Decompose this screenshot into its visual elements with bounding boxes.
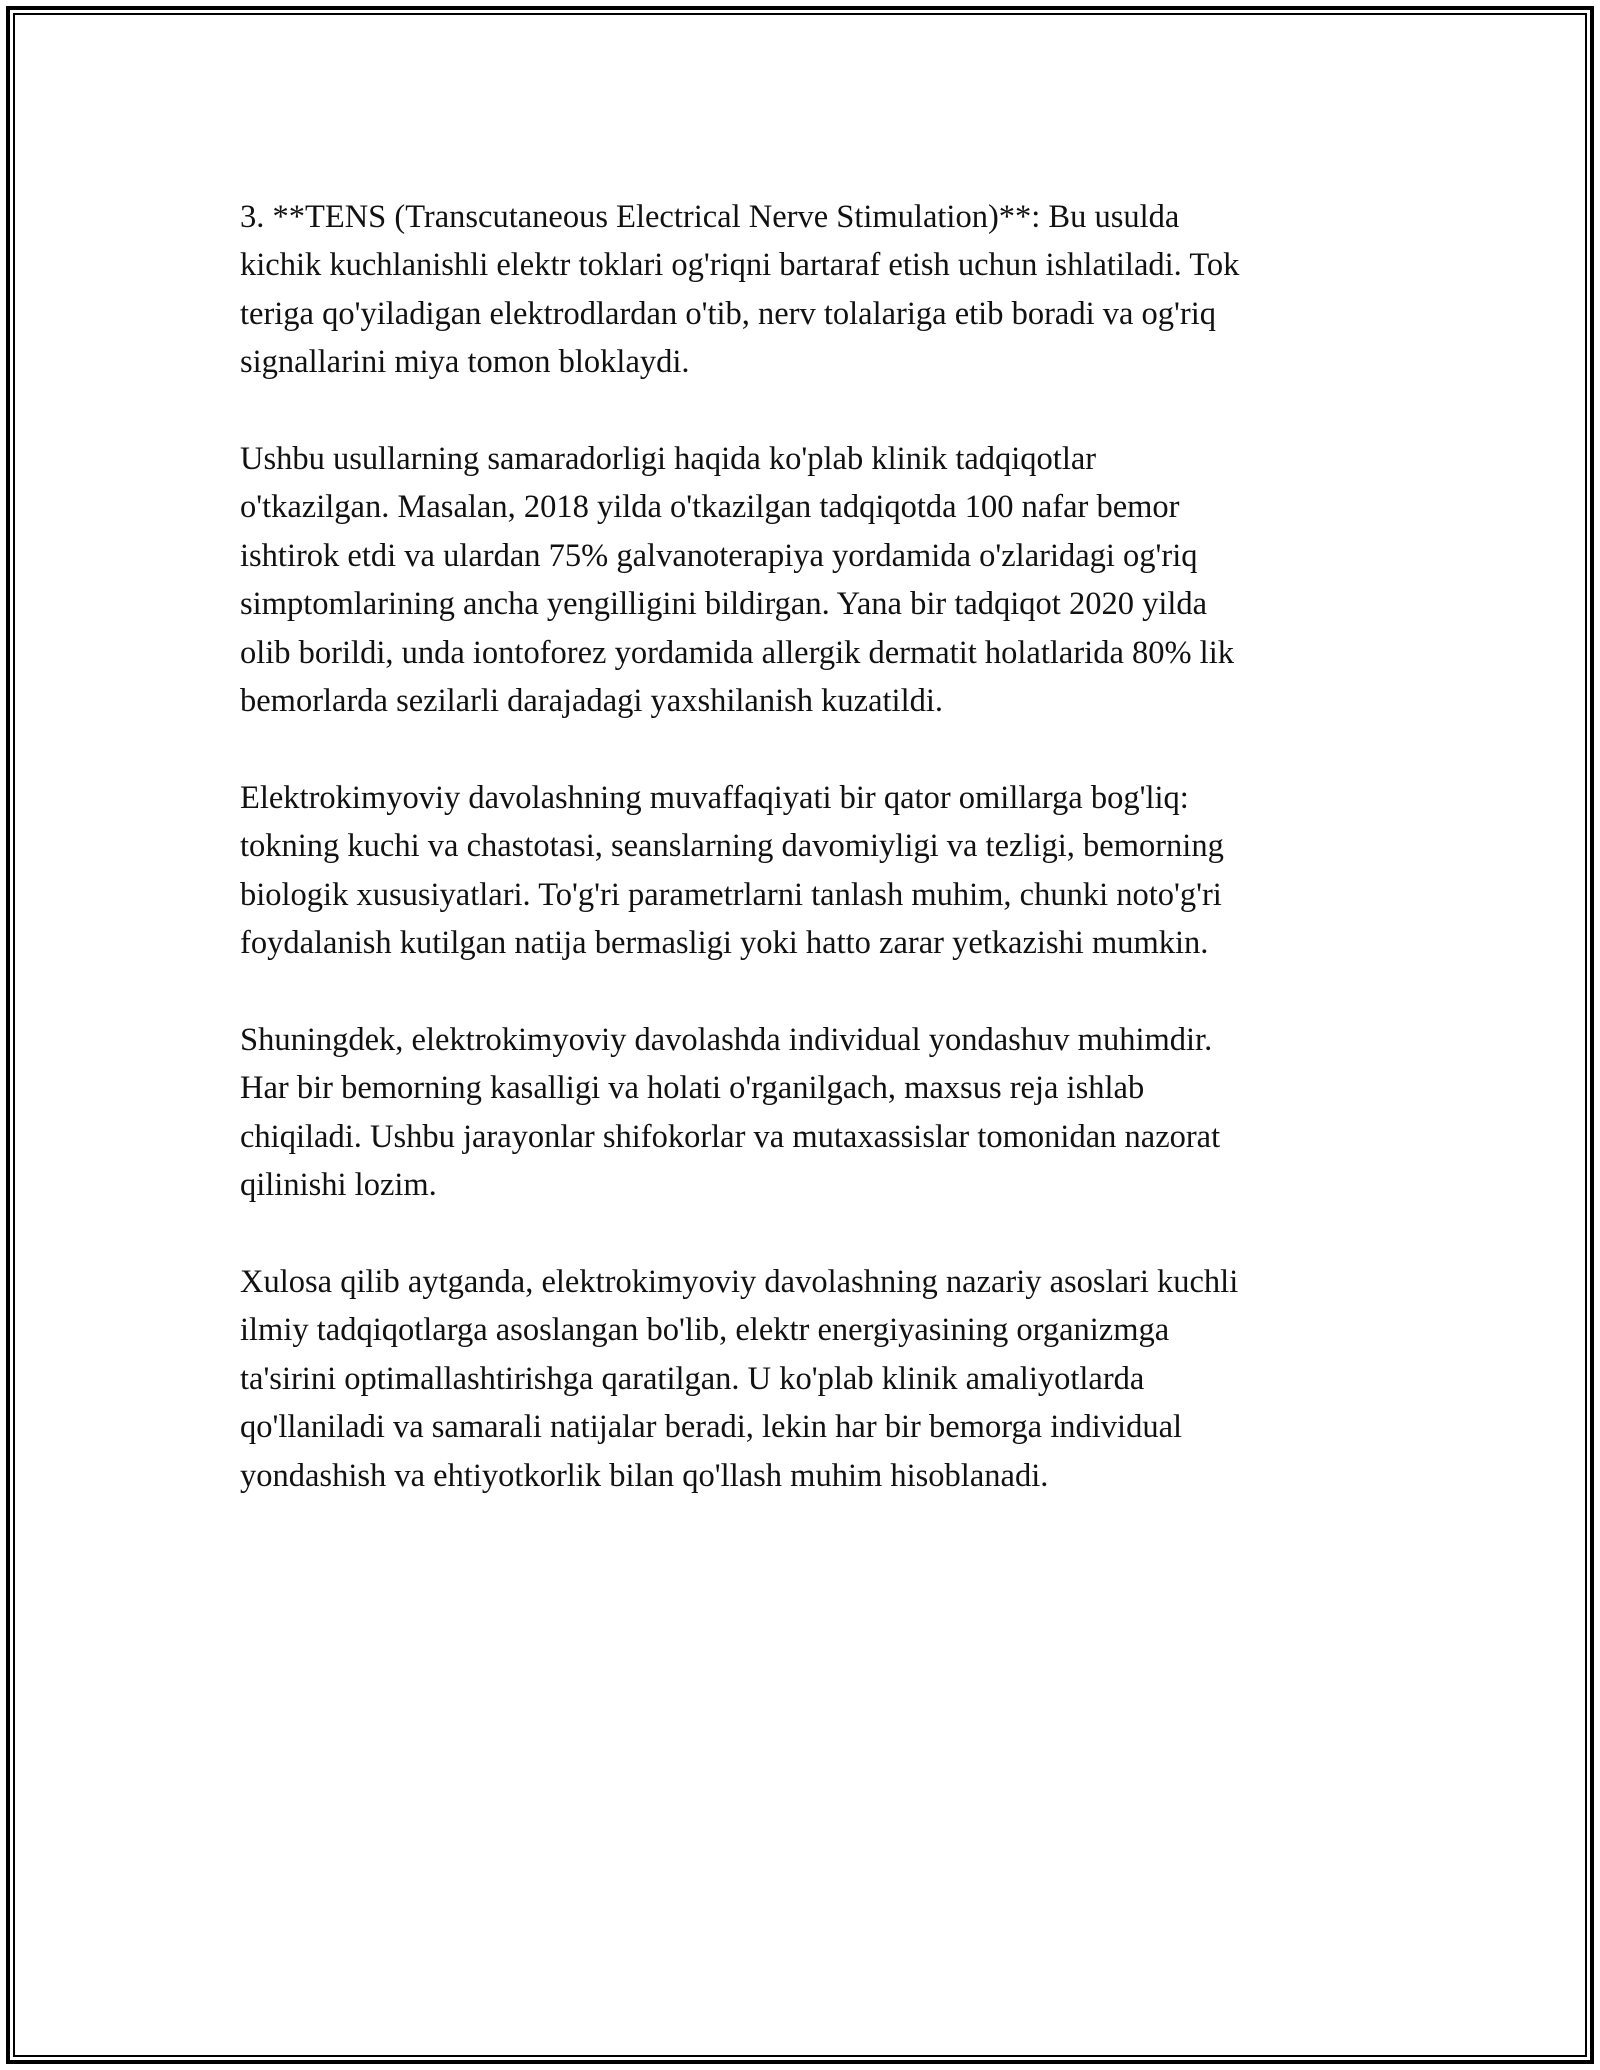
paragraph-conclusion (240, 1258, 1420, 1500)
text-line: ilmiy tadqiqotlarga asoslangan bo'lib, elektr energiyasining organizmga (240, 1312, 1170, 1349)
text-line: Elektrokimyoviy davolashning muvaffaqiyati bir qator omillarga bog'liq: (240, 779, 1189, 816)
text-line: biologik xususiyatlari. To'g'ri parametrlarni tanlash muhim, chunki noto'g'ri (240, 876, 1222, 913)
text-line: 3. **TENS (Transcutaneous Electrical Nerve Stimulation)**: Bu usulda (240, 199, 1180, 235)
text-line: o'tkazilgan. Masalan, 2018 yilda o'tkazilgan tadqiqotda 100 nafar bemor (240, 489, 1180, 526)
text-line: tokning kuchi va chastotasi, seanslarning davomiyligi va tezligi, bemorning (240, 828, 1224, 865)
text-line: foydalanish kutilgan natija bermasligi yoki hatto zarar yetkazishi mumkin. (240, 925, 1209, 962)
text-line: simptomlarining ancha yengilligini bildirgan. Yana bir tadqiqot 2020 yilda (240, 586, 1208, 623)
text-line: bemorlarda sezilarli darajadagi yaxshilanish kuzatildi. (240, 683, 944, 720)
text-line: Shuningdek, elektrokimyoviy davolashda individual yondashuv muhimdir. (240, 1021, 1213, 1058)
text-line: olib borildi, unda iontoforez yordamida allergik dermatit holatlarida 80% lik (240, 634, 1234, 671)
text-line: kichik kuchlanishli elektr toklari og'riqni bartaraf etish uchun ishlatiladi. Tok (240, 247, 1240, 284)
paragraph-success-factors (240, 774, 1420, 968)
text-line: ta'sirini optimallashtirishga qaratilgan. U ko'plab klinik amaliyotlarda (240, 1360, 1145, 1397)
text-line: yondashish va ehtiyotkorlik bilan qo'llash muhim hisoblanadi. (240, 1457, 1049, 1494)
text-line: Har bir bemorning kasalligi va holati o'rganilgach, maxsus reja ishlab (240, 1070, 1145, 1107)
text-line: chiqiladi. Ushbu jarayonlar shifokorlar va mutaxassislar tomonidan nazorat (240, 1118, 1221, 1155)
text-line: qo'llaniladi va samarali natijalar beradi, lekin har bir bemorga individual (240, 1409, 1183, 1446)
document-page (6, 6, 1594, 2064)
text-line: qilinishi lozim. (240, 1167, 437, 1204)
text-line: Ushbu usullarning samaradorligi haqida ko'plab klinik tadqiqotlar (240, 441, 1097, 478)
paragraph-tens (240, 193, 1420, 387)
paragraph-clinical-studies (240, 435, 1420, 725)
text-line: signallarini miya tomon bloklaydi. (240, 344, 690, 381)
text-line: ishtirok etdi va ulardan 75% galvanoterapiya yordamida o'zlaridagi og'riq (240, 537, 1198, 574)
paragraph-individual-approach (240, 1016, 1420, 1210)
text-line: teriga qo'yiladigan elektrodlardan o'tib, nerv tolalariga etib boradi va og'riq (240, 295, 1216, 332)
document-body (240, 193, 1420, 1548)
text-line: Xulosa qilib aytganda, elektrokimyoviy davolashning nazariy asoslari kuchli (240, 1263, 1239, 1300)
